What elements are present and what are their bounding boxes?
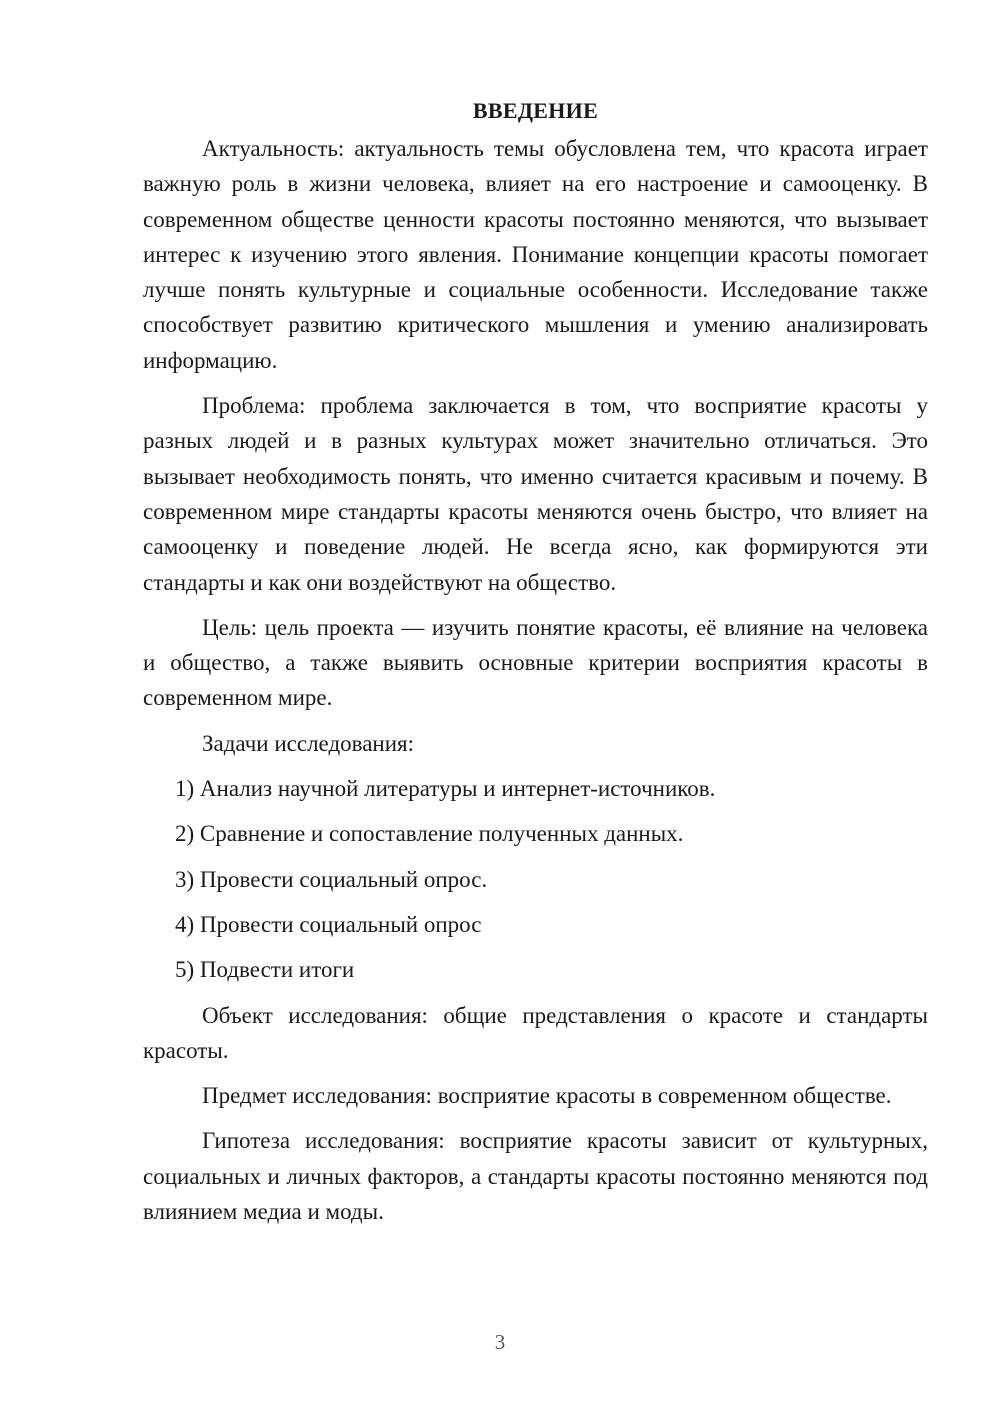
task-item-5: 5) Подвести итоги <box>175 957 355 983</box>
tasks-heading: Задачи исследования: <box>202 730 415 756</box>
paragraph-object: Объект исследования: общие представления о красоте и стандарты красоты. <box>143 1002 928 1063</box>
paragraph-relevance: Актуальность: актуальность темы обусловлена тем, что красота играет важную роль в жизни человека, влияет на его настроение и самооценку. В современном обществе ценности красоты постоянно меняются, что вызывает интерес к изучению этого явления. Понимание концепции красоты помогает лучше понять культурные и социальные особенности. Исследование также способствует развитию критического мышления и умению анализировать информацию. <box>143 136 928 373</box>
paragraph-goal: Цель: цель проекта — изучить понятие красоты, её влияние на человека и общество, а также выявить основные критерии восприятия красоты в современном мире. <box>143 614 928 711</box>
paragraph-problem: Проблема: проблема заключается в том, что восприятие красоты у разных людей и в разных культурах может значительно отличаться. Это вызывает необходимость понять, что именно считается красивым и почему. В современном мире стандарты красоты меняются очень быстро, что влияет на самооценку и поведение людей. Не всегда ясно, как формируются эти стандарты и как они воздействуют на общество. <box>143 393 928 595</box>
page-content <box>143 93 928 1239</box>
task-item-1: 1) Анализ научной литературы и интернет-источников. <box>175 776 716 802</box>
page-title: ВВЕДЕНИЕ <box>472 98 599 123</box>
paragraph-hypothesis: Гипотеза исследования: восприятие красоты зависит от культурных, социальных и личных факторов, а стандарты красоты постоянно меняются под влиянием медиа и моды. <box>143 1128 928 1225</box>
paragraph-subject: Предмет исследования: восприятие красоты в современном обществе. <box>202 1083 892 1109</box>
task-item-3: 3) Провести социальный опрос. <box>175 866 488 892</box>
task-item-4: 4) Провести социальный опрос <box>175 911 482 937</box>
task-item-2: 2) Сравнение и сопоставление полученных данных. <box>175 821 684 847</box>
tasks-list <box>143 771 928 987</box>
page-number: 3 <box>494 1330 506 1354</box>
